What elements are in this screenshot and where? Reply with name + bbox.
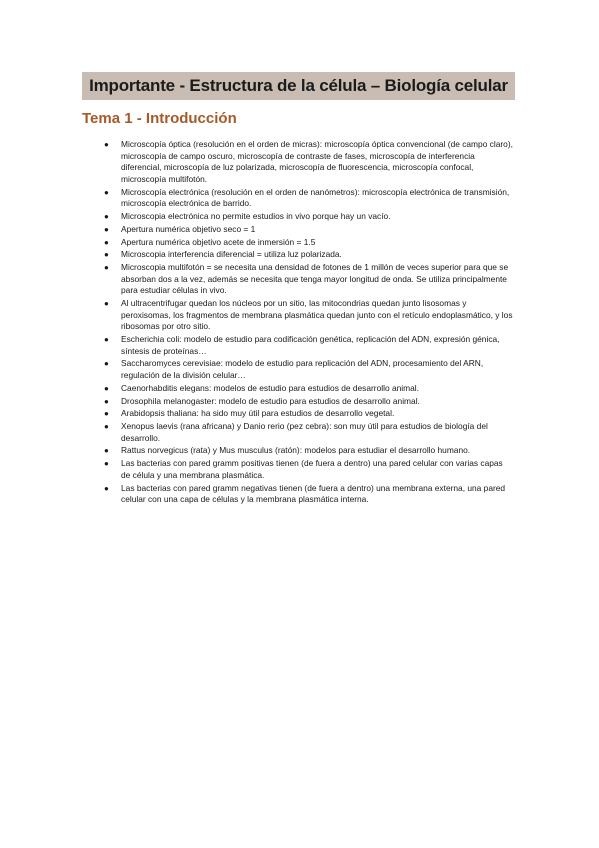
bullet-icon: ● xyxy=(104,409,109,419)
list-item-text: Las bacterias con pared gramm negativas tienen (de fuera a dentro) una membrana externa, una pared celular con una capa de células y la membrana plasmática interna. xyxy=(121,482,506,505)
bullet-icon: ● xyxy=(104,299,109,309)
list-item xyxy=(86,262,514,297)
list-item xyxy=(86,383,514,395)
list-item-text: Apertura numérica objetivo acete de inmersión = 1.5 xyxy=(121,236,316,247)
list-item xyxy=(86,249,514,261)
bullet-icon: ● xyxy=(104,459,109,469)
list-item xyxy=(86,298,514,333)
list-item xyxy=(86,139,514,185)
list-item xyxy=(86,358,514,381)
document-title: Importante - Estructura de la célula – Biología celular xyxy=(89,76,508,95)
list-item-text: Las bacterias con pared gramm positivas tienen (de fuera a dentro) una pared celular con varias capas de célula y una membrana plasmática. xyxy=(121,458,503,480)
bullet-icon: ● xyxy=(104,446,109,456)
list-item-text: Escherichia coli: modelo de estudio para codificación genética, replicación del ADN, expresión génica, síntesis de proteínas… xyxy=(121,334,500,356)
bullet-icon: ● xyxy=(104,187,109,197)
bullet-icon: ● xyxy=(104,383,109,393)
bullet-icon: ● xyxy=(104,250,109,260)
title-banner xyxy=(82,72,515,100)
list-item-text: Drosophila melanogaster: modelo de estudio para estudios de desarrollo animal. xyxy=(121,395,420,406)
section-heading: Tema 1 - Introducción xyxy=(82,110,237,127)
list-item-text: Xenopus laevis (rana africana) y Danio rerio (pez cebra): son muy útil para estudios de biología del desarrollo. xyxy=(121,421,488,443)
bullet-icon: ● xyxy=(104,483,109,493)
list-item-text: Apertura numérica objetivo seco = 1 xyxy=(121,223,256,234)
list-item xyxy=(86,237,514,249)
bullet-icon: ● xyxy=(104,422,109,432)
bullet-icon: ● xyxy=(104,237,109,247)
list-item xyxy=(86,334,514,357)
list-item-text: Microscopia electrónica no permite estudios in vivo porque hay un vacío. xyxy=(121,210,391,221)
list-item xyxy=(86,421,514,444)
bullet-icon: ● xyxy=(104,396,109,406)
list-item xyxy=(86,408,514,420)
bullet-icon: ● xyxy=(104,359,109,369)
list-item xyxy=(86,445,514,457)
list-item-text: Al ultracentrifugar quedan los núcleos por un sitio, las mitocondrias quedan junto lisosomas y peroxisomas, los fragmentos de membrana plasmática quedan junto con el retículo endoplasmático, y los ribosomas por otro sitio. xyxy=(121,298,513,332)
list-item-text: Saccharomyces cerevisiae: modelo de estudio para replicación del ADN, procesamiento del ARN, regulación de la división celular… xyxy=(121,358,484,380)
bullet-icon: ● xyxy=(104,224,109,234)
list-item xyxy=(86,187,514,210)
list-item-text: Microscopía óptica (resolución en el orden de micras): microscopía óptica convencional (de campo claro), microscopía de campo oscuro, microscopía de contraste de fases, microscopía de interferencia diferencial, microscopía de luz polarizada, microscopía de fluorescencia, microscopía confocal, microscopía multifotón. xyxy=(121,139,513,184)
list-item xyxy=(86,396,514,408)
list-item-text: Microscopía electrónica (resolución en el orden de nanómetros): microscopía electrónica de transmisión, microscopía electrónica de barrido. xyxy=(121,186,510,209)
list-item xyxy=(86,224,514,236)
list-item xyxy=(86,483,514,506)
notes-list xyxy=(86,139,514,507)
list-item-text: Microscopia multifotón = se necesita una densidad de fotones de 1 millón de veces superior para que se absorban dos a la vez, además se necesita que tenga mayor longitud de onda. Se utiliza principalmente para estudiar células in vivo. xyxy=(121,262,509,296)
bullet-icon: ● xyxy=(104,335,109,344)
bullet-icon: ● xyxy=(104,263,109,273)
list-item-text: Arabidopsis thaliana: ha sido muy útil para estudios de desarrollo vegetal. xyxy=(121,408,395,419)
list-item-text: Caenorhabditis elegans: modelos de estudio para estudios de desarrollo animal. xyxy=(121,382,419,393)
list-item-text: Rattus norvegicus (rata) y Mus musculus (ratón): modelos para estudiar el desarrollo humano. xyxy=(121,445,471,456)
bullet-icon: ● xyxy=(104,140,109,149)
list-item-text: Microscopia interferencia diferencial = utiliza luz polarizada. xyxy=(121,249,342,260)
list-item xyxy=(86,211,514,223)
list-item xyxy=(86,458,514,481)
bullet-icon: ● xyxy=(104,211,109,221)
